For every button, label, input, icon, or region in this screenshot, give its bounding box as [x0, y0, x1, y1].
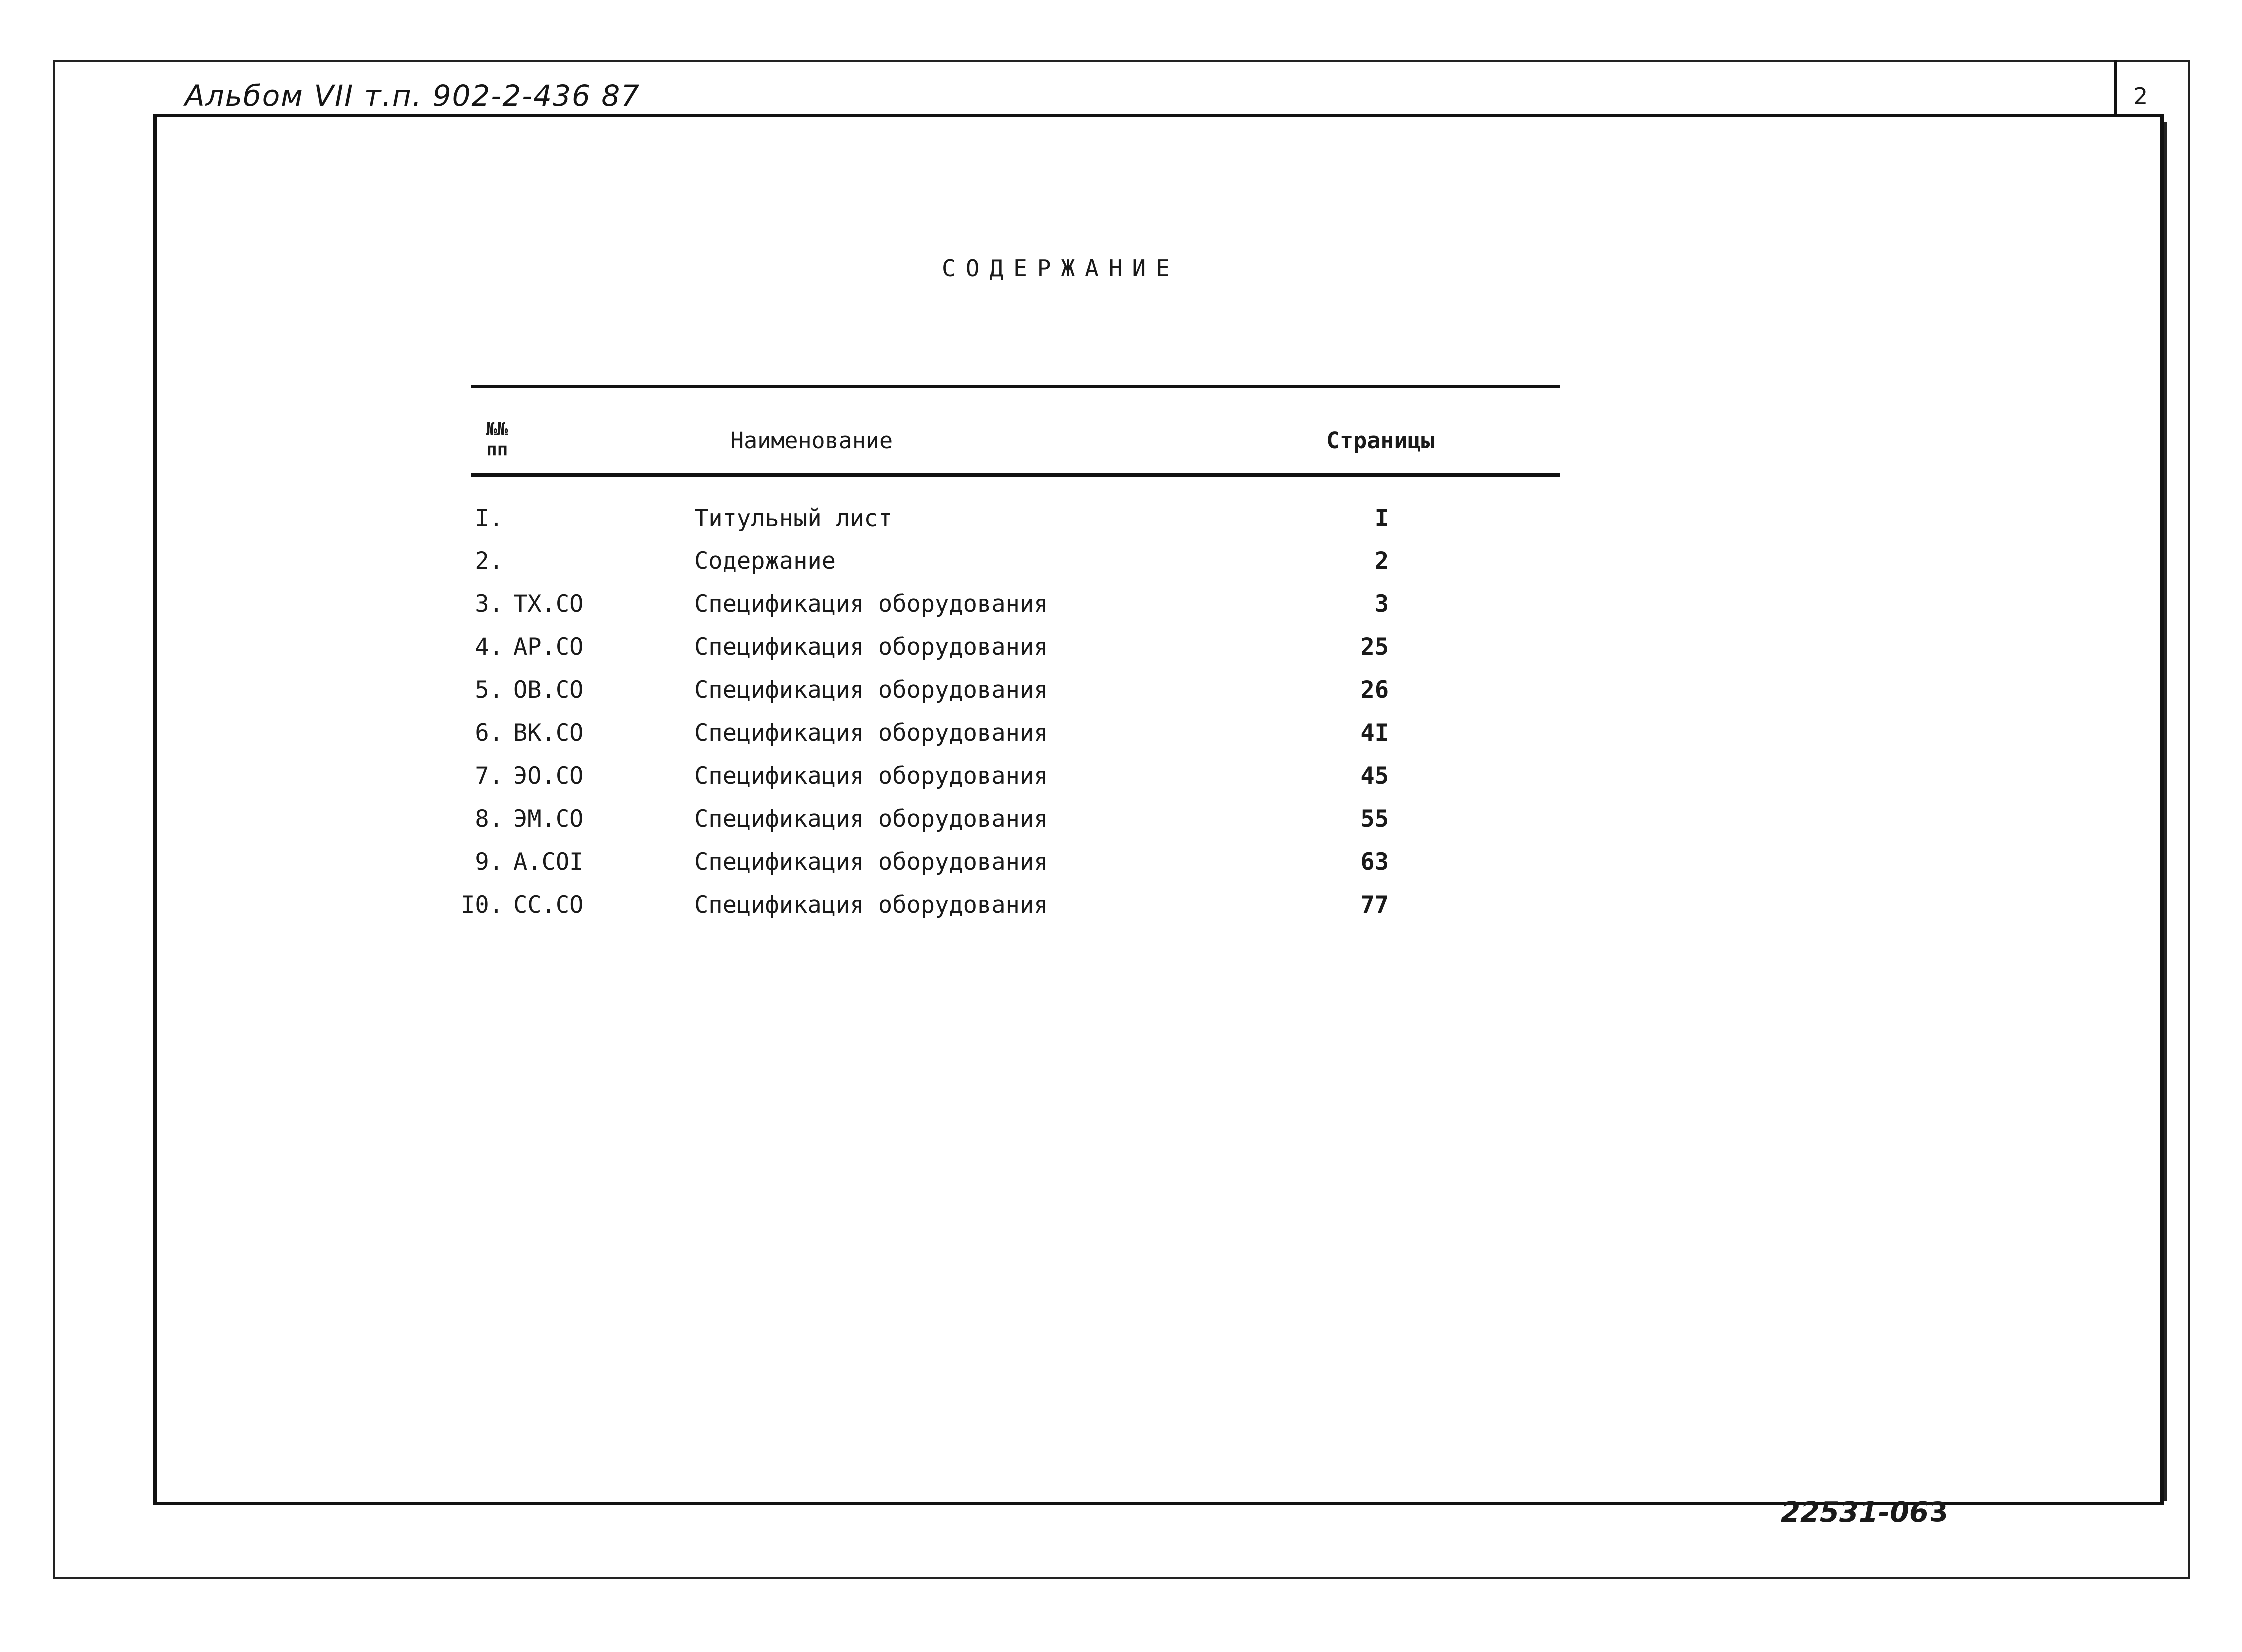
- row-number: 8.: [475, 805, 503, 833]
- row-page: 77: [1360, 891, 1389, 919]
- column-header-name: Наименование: [730, 427, 893, 454]
- row-page: 3: [1374, 590, 1389, 618]
- row-page: 25: [1360, 633, 1389, 661]
- table-row: [0, 891, 2242, 934]
- row-page: 26: [1360, 676, 1389, 704]
- row-code: ОВ.СО: [513, 676, 584, 704]
- table-row: [0, 719, 2242, 762]
- row-code: ЭМ.СО: [513, 805, 584, 833]
- column-header-pages: Страницы: [1326, 427, 1435, 454]
- row-code: АР.СО: [513, 633, 584, 661]
- table-row: [0, 633, 2242, 676]
- row-number: 5.: [475, 676, 503, 704]
- row-number: 3.: [475, 590, 503, 618]
- column-header-number-line2: пп: [486, 439, 508, 460]
- table-row: [0, 590, 2242, 633]
- row-number: I0.: [461, 891, 503, 919]
- table-top-rule: [471, 385, 1560, 388]
- footer-sheet-number: 3: [1929, 1496, 1948, 1528]
- row-page: 63: [1360, 848, 1389, 876]
- row-number: 4.: [475, 633, 503, 661]
- row-page: 55: [1360, 805, 1389, 833]
- table-row: [0, 676, 2242, 719]
- row-code: ТХ.СО: [513, 590, 584, 618]
- row-name: Спецификация оборудования: [694, 676, 1048, 704]
- row-name: Титульный лист: [694, 505, 893, 532]
- table-row: [0, 762, 2242, 805]
- row-name: Спецификация оборудования: [694, 719, 1048, 747]
- table-row: [0, 805, 2242, 848]
- row-page: 4I: [1360, 719, 1389, 747]
- row-page: 2: [1374, 548, 1389, 575]
- row-name: Спецификация оборудования: [694, 891, 1048, 919]
- page-title: СОДЕРЖАНИЕ: [942, 255, 1180, 282]
- row-name: Спецификация оборудования: [694, 590, 1048, 618]
- album-label: Альбом VII т.п. 902-2-436 87: [185, 79, 641, 113]
- table-row: [0, 548, 2242, 590]
- row-name: Спецификация оборудования: [694, 762, 1048, 790]
- row-number: 6.: [475, 719, 503, 747]
- row-code: А.СОI: [513, 848, 584, 876]
- column-header-number: [486, 420, 508, 460]
- row-code: ЭО.СО: [513, 762, 584, 790]
- footer-document-code: 22531-06: [1781, 1496, 1929, 1529]
- row-code: СС.СО: [513, 891, 584, 919]
- page-number: 2: [2133, 83, 2148, 110]
- table-header-rule: [471, 473, 1560, 477]
- column-header-number-line1: №№: [486, 419, 508, 440]
- table-row: [0, 505, 2242, 548]
- row-number: 7.: [475, 762, 503, 790]
- row-code: ВК.СО: [513, 719, 584, 747]
- row-number: I.: [475, 505, 503, 532]
- row-name: Спецификация оборудования: [694, 848, 1048, 876]
- row-page: I: [1374, 505, 1389, 532]
- row-number: 2.: [475, 548, 503, 575]
- row-name: Спецификация оборудования: [694, 805, 1048, 833]
- row-name: Содержание: [694, 548, 836, 575]
- row-name: Спецификация оборудования: [694, 633, 1048, 661]
- row-number: 9.: [475, 848, 503, 876]
- row-page: 45: [1360, 762, 1389, 790]
- table-row: [0, 848, 2242, 891]
